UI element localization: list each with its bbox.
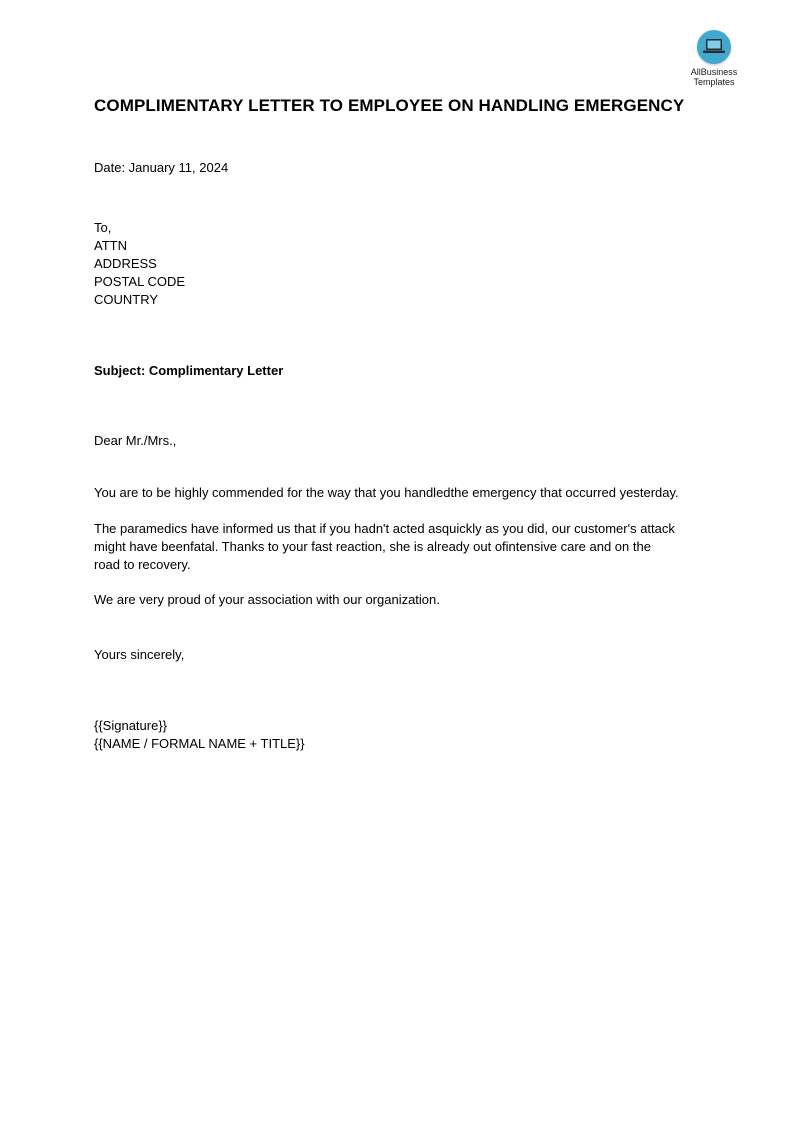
letter-greeting: Dear Mr./Mrs., — [94, 433, 177, 448]
recipient-country: COUNTRY — [94, 292, 159, 307]
letter-subject: Subject: Complimentary Letter — [94, 363, 284, 378]
body-paragraph-1: You are to be highly commended for the way that you handledthe emergency that occurred yesterday. — [94, 485, 679, 500]
body-paragraph-2-line-3: road to recovery. — [94, 557, 191, 572]
letter-title: COMPLIMENTARY LETTER TO EMPLOYEE ON HANDLING EMERGENCY — [94, 96, 685, 115]
laptop-icon — [697, 30, 731, 64]
body-paragraph-3: We are very proud of your association with our organization. — [94, 592, 440, 607]
name-title-placeholder: {{NAME / FORMAL NAME + TITLE}} — [94, 736, 305, 751]
recipient-attn: ATTN — [94, 238, 127, 253]
body-paragraph-2-line-2: might have beenfatal. Thanks to your fast reaction, she is already out ofintensive care and on the — [94, 539, 651, 554]
logo-text-line2: Templates — [693, 77, 735, 87]
body-paragraph-2-line-1: The paramedics have informed us that if you hadn't acted asquickly as you did, our customer's attack — [94, 521, 675, 536]
recipient-address: ADDRESS — [94, 256, 157, 271]
recipient-to: To, — [94, 220, 112, 235]
letter-closing: Yours sincerely, — [94, 647, 185, 662]
signature-placeholder: {{Signature}} — [94, 718, 168, 733]
logo-text-line1: AllBusiness — [690, 67, 738, 77]
letter-date: Date: January 11, 2024 — [94, 160, 229, 175]
recipient-postal-code: POSTAL CODE — [94, 274, 186, 289]
brand-logo — [684, 30, 744, 87]
